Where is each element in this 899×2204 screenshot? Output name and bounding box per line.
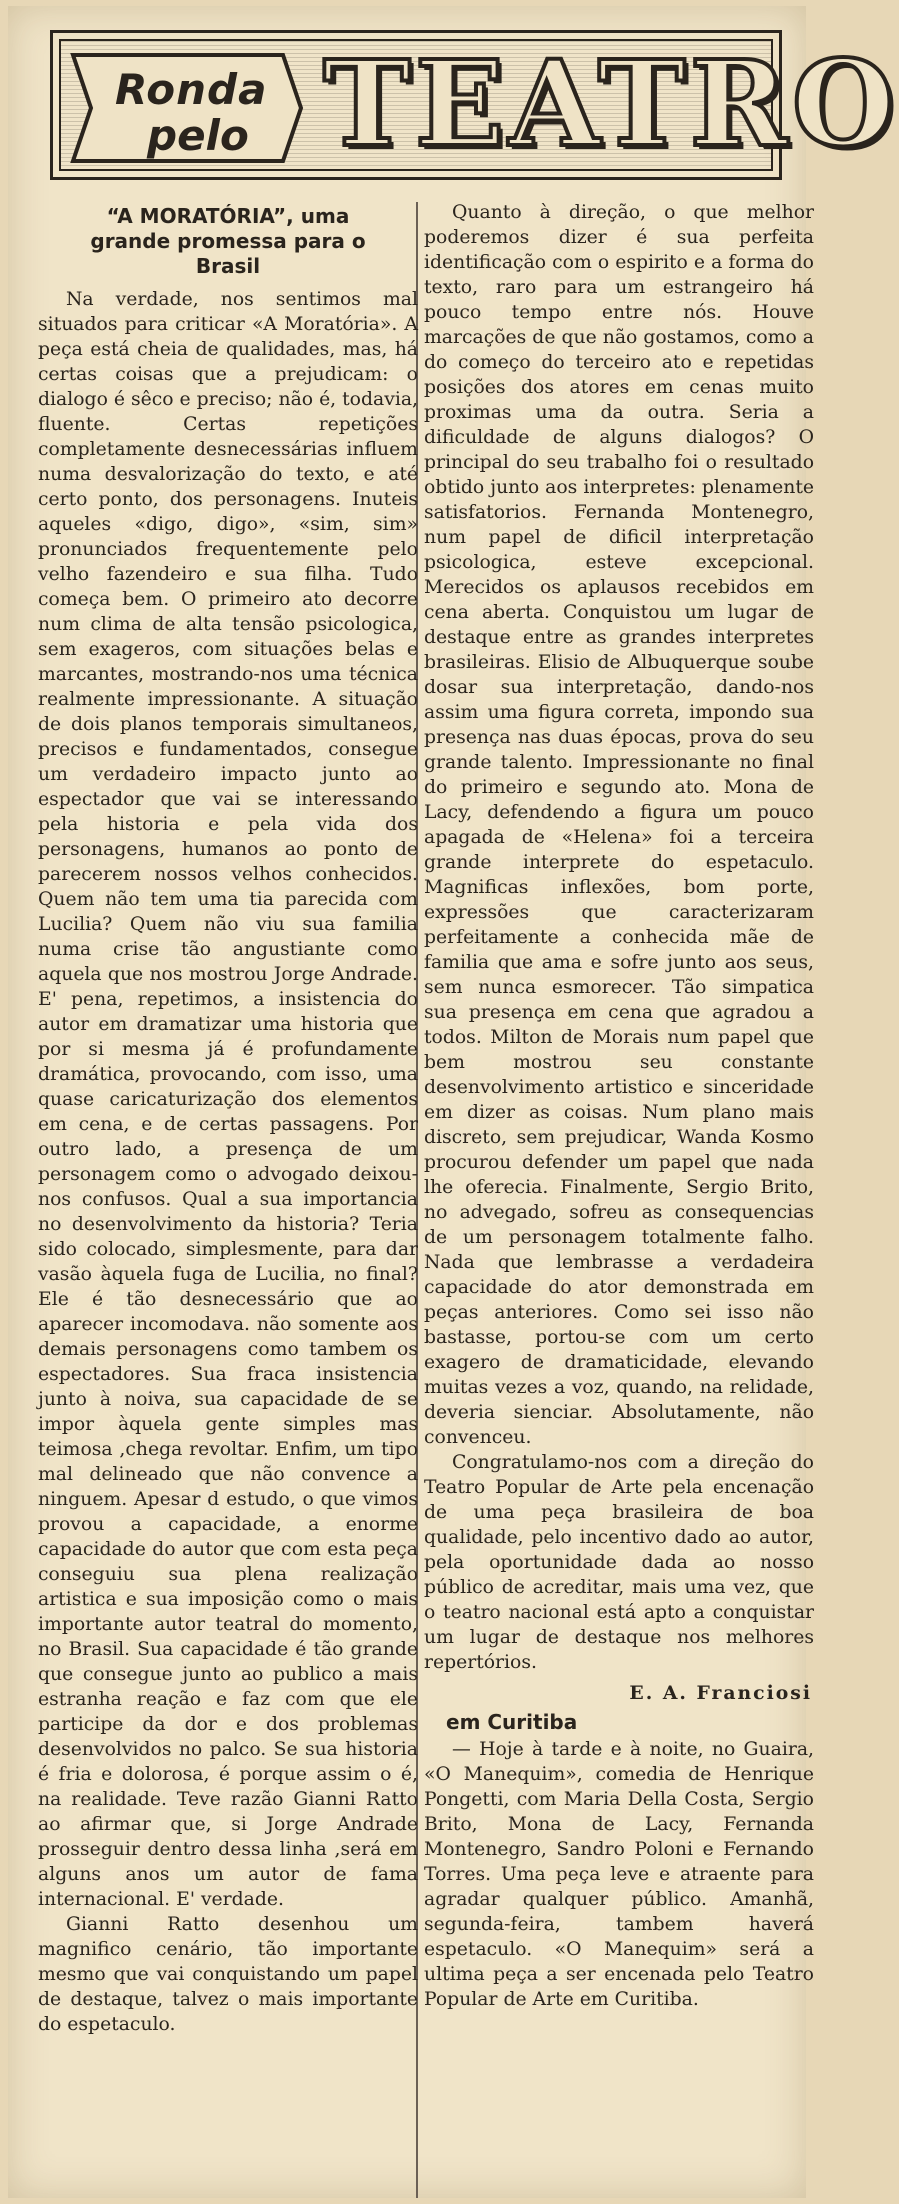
article-paragraph-4: Congratulamo-nos com a direção do Teatro Popular de Arte pela encenação de uma peça brasileira de boa qualidade, pelo incentivo dado ao autor, pela oportunidade dada ao nosso público de acreditar, mais uma vez, que o teatro nacional está apto a conquistar um lugar de destaque nos melhores repertórios. (424, 1452, 814, 1673)
ronda-word: Ronda (115, 65, 268, 114)
article-paragraph-1: Na verdade, nos sentimos mal situados para criticar «A Moratória». A peça está cheia de qualidades, mas, há certas coisas que a prejudicam: o dialogo é sêco e preciso; não é, todavia, fluente. Certas repetições completamente desnecessárias influem numa desvalorização do texto, e até certo ponto, dos personagens. Inuteis aqueles «digo, digo», «sim, sim» pronunciados frequentemente pelo velho fazendeiro e sua filha. Tudo começa bem. O primeiro ato decorre num clima de alta tensão psicologica, sem exageros, com situações belas e marcantes, mostrando-nos uma técnica realmente impressionante. A situação de dois planos temporais simultaneos, precisos e fundamentados, consegue um verdadeiro impacto junto ao espectador que vai se interessando pela historia e pela vida dos personagens, humanos ao ponto de parecerem nossos velhos conhecidos. Quem não tem uma tia parecida com Lucilia? Quem não viu sua familia numa crise tão angustiante como aquela que nos mostrou Jorge Andrade. E' pena, repetimos, a insistencia do autor em dramatizar uma historia que por si mesma já é profundamente dramática, provocando, com isso, uma quase caricaturização dos elementos em cena, e de certas passagens. Por outro lado, a presença de um personagem como o advogado deixou-nos confusos. Qual a sua importancia no desenvolvimento da historia? Teria sido colocado, simplesmente, para dar vasão àquela fuga de Lucilia, no final? Ele é tão desnecessário que ao aparecer incomodava. não somente aos demais personagens como tambem os espectadores. Sua fraca insistencia junto à noiva, sua capacidade de se impor àquela gente simples mas teimosa ,chega revoltar. Enfim, um tipo mal delineado que não convence a ninguem. Apesar d estudo, o que vimos provou a capacidade, a enorme capacidade do autor que com esta peça conseguiu sua plena realização artistica e sua imposição como o mais importante autor teatral do momento, no Brasil. Sua capacidade é tão grande que consegue junto ao publico a mais estranha reação e faz com que ele participe da dor e dos problemas desenvolvidos no palco. Se sua historia é fria e dolorosa, é porque assim o é, na realidade. Teve razão Gianni Ratto ao afirmar que, si Jorge Andrade prosseguir dentro dessa linha ,será em alguns anos um autor de fama internacional. E' verdade. (38, 289, 418, 1910)
article-headline (38, 204, 418, 279)
left-column (38, 204, 418, 2037)
article-paragraph-2: Gianni Ratto desenhou um magnifico cenário, tão importante mesmo que vai conquistando um papel de destaque, talvez o mais importante do espetaculo. (38, 1914, 418, 2035)
article-paragraph-3: Quanto à direção, o que melhor poderemos dizer é sua perfeita identificação com o espirito e a forma do texto, raro para um estrangeiro há pouco tempo entre nós. Houve marcações de que não gostamos, como a do começo do terceiro ato e repetidas posições dos atores em cenas muito proximas uma da outra. Seria a dificuldade de alguns dialogos? O principal do seu trabalho foi o resultado obtido junto aos interpretes: plenamente satisfatorios. Fernanda Montenegro, num papel de dificil interpretação psicologica, esteve excepcional. Merecidos os aplausos recebidos em cena aberta. Conquistou um lugar de destaque entre as grandes interpretes brasileiras. Elisio de Albuquerque soube dosar sua interpretação, dando-nos assim uma figura correta, impondo sua presença nas duas épocas, prova do seu grande talento. Impressionante no final do primeiro e segundo ato. Mona de Lacy, defendendo a figura um pouco apagada de «Helena» foi a terceira grande interprete do espetaculo. Magnificas inflexões, bom porte, expressões que caracterizaram perfeitamente a conhecida mãe de familia que ama e sofre junto aos seus, sem nunca esmorecer. Tão simpatica sua presença em cena que agradou a todos. Milton de Morais num papel que bem mostrou seu constante desenvolvimento artistico e sinceridade em dizer as coisas. Num plano mais discreto, sem prejudicar, Wanda Kosmo procurou defender um papel que nada lhe oferecia. Finalmente, Sergio Brito, no advegado, sofreu as consequencias de um personagem totalmente falho. Nada que lembrasse a verdadeira capacidade do ator demonstrada em peças anteriores. Como sei isso não bastasse, portou-se com um certo exagero de dramaticidade, elevando muitas vezes a voz, quando, na relidade, deveria sienciar. Absolutamente, não convenceu. (424, 202, 814, 1448)
pelo-word: pelo (147, 111, 249, 160)
headline-line-1: “A MORATÓRIA”, uma (106, 204, 350, 228)
ronda-pelo-banner (69, 51, 305, 165)
news-subhead: em Curitiba (446, 1710, 578, 1734)
teatro-title: TEATRO (323, 34, 899, 173)
newspaper-clipping (8, 6, 899, 2198)
news-paragraph: — Hoje à tarde e à noite, no Guaira, «O Manequim», comedia de Henrique Pongetti, com Maria Della Costa, Sergio Brito, Mona de Lacy, Fernanda Montenegro, Sandro Poloni e Fernando Torres. Uma peça leve e atraente para agradar qualquer público. Amanhã, segunda-feira, tambem haverá espetaculo. «O Manequim» será a ultima peça a ser encenada pelo Teatro Popular de Arte em Curitiba. (424, 1739, 814, 2010)
headline-line-3: Brasil (195, 254, 261, 278)
article-signature: E. A. Franciosi (629, 1682, 812, 1704)
right-column (424, 200, 814, 2012)
masthead-frame (59, 34, 899, 173)
headline-line-2: grande promessa para o (90, 229, 366, 253)
column-masthead (50, 30, 899, 180)
